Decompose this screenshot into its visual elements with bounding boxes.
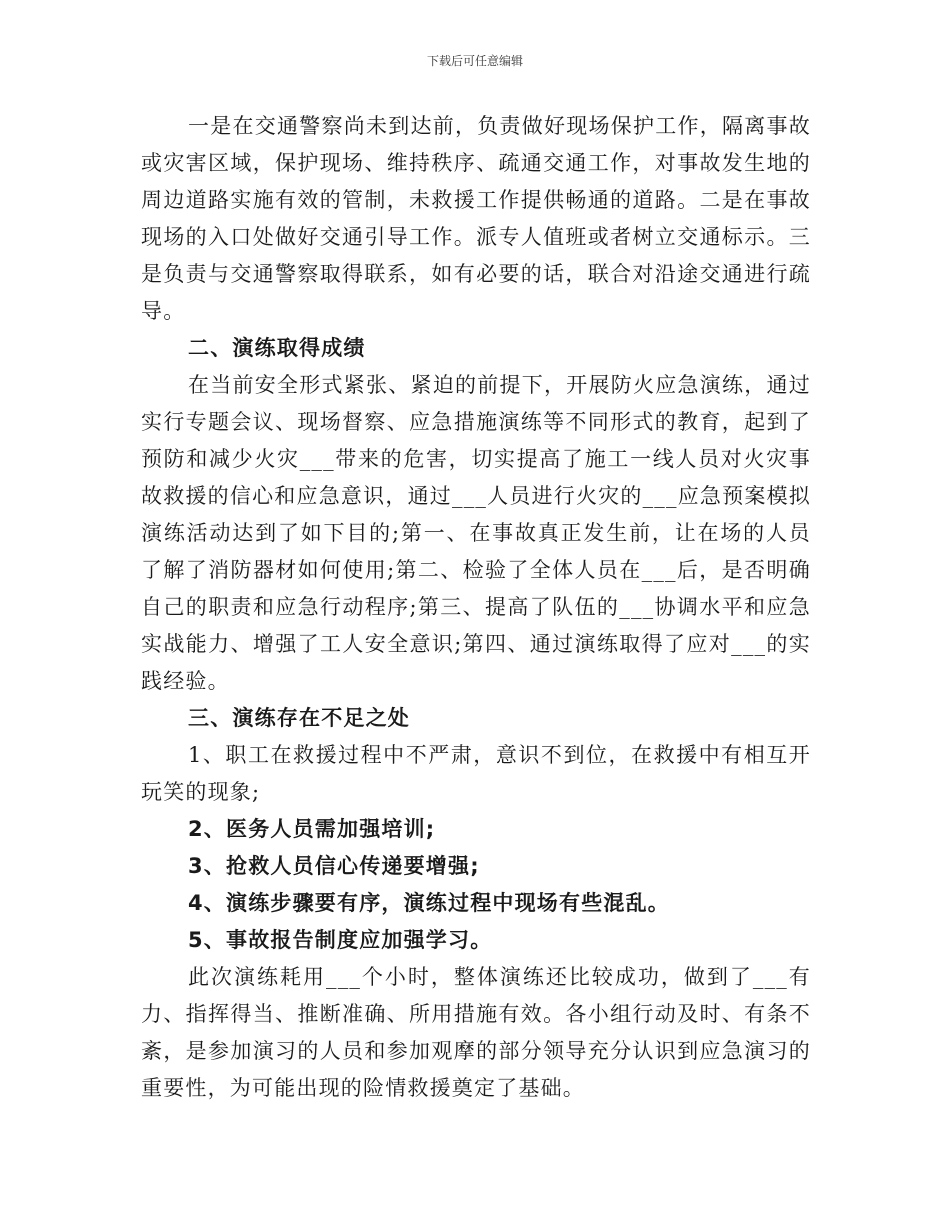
section-heading-shortcomings: 三、演练存在不足之处 xyxy=(188,706,410,730)
list-item-shortcoming-4: 4、演练步骤要有序，演练过程中现场有些混乱。 xyxy=(188,891,671,915)
section-heading-results: 二、演练取得成绩 xyxy=(188,336,366,360)
list-item-shortcoming-2: 2、医务人员需加强培训; xyxy=(188,817,436,841)
paragraph-traffic-control: 一是在交通警察尚未到达前，负责做好现场保护工作，隔离事故或灾害区域，保护现场、维持秩序、疏通交通工作，对事故发生地的周边道路实施有效的管制，未救援工作提供畅通的道路。二是在事故现场的入口处做好交通引导工作。派专人值班或者树立交通标示。三是负责与交通警察取得联系，如有必要的话，联合对沿途交通进行疏导。 xyxy=(141,114,811,323)
list-item-shortcoming-3: 3、抢救人员信心传递要增强; xyxy=(188,854,480,878)
document-body xyxy=(141,108,811,1107)
paragraph-conclusion: 此次演练耗用___个小时，整体演练还比较成功，做到了___有力、指挥得当、推断准确、所用措施有效。各小组行动及时、有条不紊，是参加演习的人员和参加观摩的部分领导充分认识到应急演习的重要性，为可能出现的险情救援奠定了基础。 xyxy=(141,965,811,1100)
list-item-shortcoming-1: 1、职工在救援过程中不严肃，意识不到位，在救援中有相互开玩笑的现象; xyxy=(141,743,811,804)
page-header-note: 下载后可任意编辑 xyxy=(426,54,523,68)
paragraph-drill-results: 在当前安全形式紧张、紧迫的前提下，开展防火应急演练，通过实行专题会议、现场督察、应急措施演练等不同形式的教育，起到了预防和减少火灾___带来的危害，切实提高了施工一线人员对火灾事故救援的信心和应急意识，通过___人员进行火灾的___应急预案模拟演练活动达到了如下目的;第一、在事故真正发生前，让在场的人员了解了消防器材如何使用;第二、检验了全体人员在___后，是否明确自己的职责和应急行动程序;第三、提高了队伍的___协调水平和应急实战能力、增强了工人安全意识;第四、通过演练取得了应对___的实践经验。 xyxy=(141,373,811,693)
list-item-shortcoming-5: 5、事故报告制度应加强学习。 xyxy=(188,928,493,952)
